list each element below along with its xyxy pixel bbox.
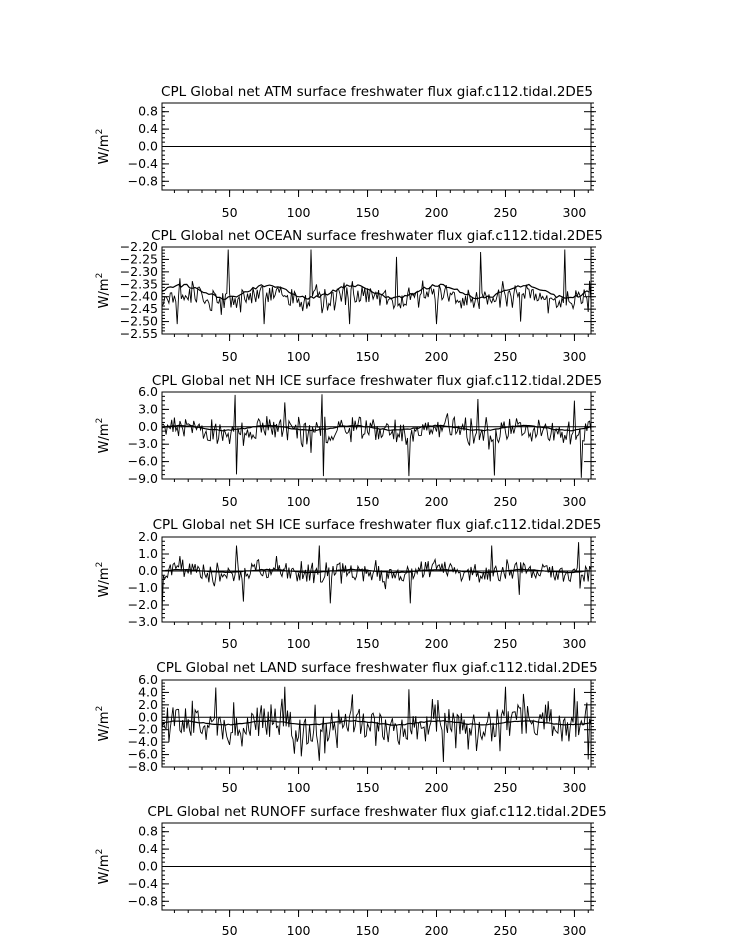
y-axis-label: $W/m^2$ [95,705,112,742]
y-tick-label: −0.4 [127,155,158,171]
y-tick-label: 0.4 [138,121,158,137]
y-tick-label: −2.20 [119,239,158,254]
y-tick-label: 0.0 [138,858,158,874]
panel-4 [95,517,601,651]
x-tick-label: 100 [286,349,311,364]
y-tick-label: −9.0 [127,471,158,486]
x-tick-label: 100 [286,205,311,220]
x-tick-label: 250 [493,923,518,938]
x-tick-label: 150 [355,780,380,795]
y-tick-label: 0.4 [138,841,158,857]
x-tick-label: 300 [562,780,587,795]
y-tick-label: −2.0 [127,597,158,612]
x-tick-label: 100 [286,923,311,938]
x-tick-label: 50 [221,636,238,651]
y-tick-label: −2.0 [127,721,158,737]
y-tick-label: −0.8 [127,173,158,189]
y-tick-label: 3.0 [138,401,158,417]
y-tick-label: 1.0 [138,546,158,561]
y-tick-label: −4.0 [127,734,158,750]
x-tick-label: 50 [221,494,238,509]
x-tick-label: 50 [221,923,238,938]
x-tick-label: 200 [424,494,449,509]
x-tick-label: 300 [562,494,587,509]
panel-title: CPL Global net SH ICE surface freshwater flux giaf.c112.tidal.2DE5 [152,517,602,533]
y-tick-label: 6.0 [138,384,158,399]
y-axis-label: $W/m^2$ [95,128,112,165]
y-tick-label: −2.25 [119,251,158,267]
y-tick-label: 0.8 [138,103,158,119]
x-tick-label: 300 [562,349,587,364]
y-axis-label: $W/m^2$ [95,561,112,598]
x-tick-label: 300 [562,636,587,651]
y-tick-label: −2.35 [119,276,158,292]
y-tick-label: −0.4 [127,875,158,891]
y-tick-label: 0.8 [138,823,158,839]
x-tick-label: 150 [355,205,380,220]
y-tick-label: 0.0 [138,418,158,434]
x-tick-label: 250 [493,636,518,651]
panel-title: CPL Global net LAND surface freshwater flux giaf.c112.tidal.2DE5 [156,660,598,676]
panel-6 [95,804,607,938]
x-tick-label: 150 [355,349,380,364]
x-tick-label: 300 [562,923,587,938]
y-tick-label: −6.0 [127,453,158,469]
y-tick-label: −1.0 [127,580,158,595]
y-tick-label: 4.0 [138,684,158,700]
x-tick-label: 250 [493,494,518,509]
x-tick-label: 200 [424,205,449,220]
y-tick-label: −3.0 [127,614,158,629]
x-tick-label: 250 [493,780,518,795]
y-tick-label: −0.8 [127,893,158,909]
x-tick-label: 150 [355,494,380,509]
y-tick-label: 2.0 [138,529,158,544]
y-tick-label: −2.55 [119,326,158,341]
panel-title: CPL Global net ATM surface freshwater flux giaf.c112.tidal.2DE5 [161,84,593,100]
x-tick-label: 50 [221,780,238,795]
y-tick-label: −2.45 [119,301,158,317]
y-tick-label: −2.50 [119,313,158,329]
plot-frame [162,247,591,334]
y-tick-label: 2.0 [138,696,158,712]
x-tick-label: 300 [562,205,587,220]
y-tick-label: −8.0 [127,759,158,774]
x-tick-label: 100 [286,494,311,509]
x-tick-label: 150 [355,923,380,938]
x-tick-label: 200 [424,349,449,364]
y-tick-label: 0.0 [138,709,158,725]
y-tick-label: −3.0 [127,436,158,452]
x-tick-label: 200 [424,780,449,795]
y-axis-label: $W/m^2$ [95,272,112,309]
series-line-1 [162,394,591,478]
panel-5 [95,660,598,795]
y-tick-label: 0.0 [138,138,158,154]
panel-2 [95,228,603,364]
x-tick-label: 100 [286,636,311,651]
panel-title: CPL Global net RUNOFF surface freshwater flux giaf.c112.tidal.2DE5 [147,804,607,820]
x-tick-label: 150 [355,636,380,651]
y-tick-label: −2.40 [119,288,158,304]
y-tick-label: 0.0 [138,563,158,578]
x-tick-label: 50 [221,205,238,220]
panel-title: CPL Global net OCEAN surface freshwater flux giaf.c112.tidal.2DE5 [151,228,603,244]
y-axis-label: $W/m^2$ [95,417,112,454]
x-tick-label: 250 [493,349,518,364]
x-tick-label: 200 [424,923,449,938]
series-line-1 [162,542,591,613]
y-tick-label: −6.0 [127,746,158,762]
x-tick-label: 100 [286,780,311,795]
panel-title: CPL Global net NH ICE surface freshwater flux giaf.c112.tidal.2DE5 [151,373,603,389]
x-tick-label: 50 [221,349,238,364]
y-axis-label: $W/m^2$ [95,848,112,885]
y-tick-label: −2.30 [119,263,158,279]
x-tick-label: 250 [493,205,518,220]
y-tick-label: 6.0 [138,672,158,687]
plot-frame [162,537,591,622]
panel-3 [95,373,602,509]
series-line-1 [162,250,591,325]
x-tick-label: 200 [424,636,449,651]
panel-1 [95,84,596,220]
